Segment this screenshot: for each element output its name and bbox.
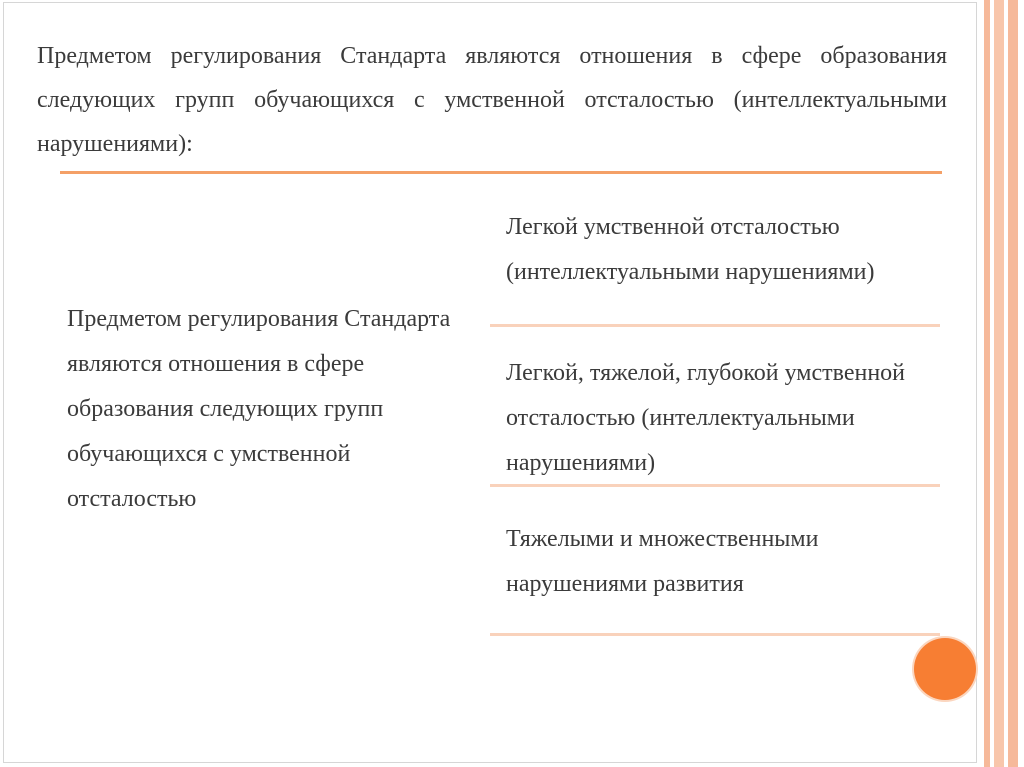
header-divider [60, 171, 942, 174]
group-divider-1 [490, 324, 940, 327]
scope-statement: Предметом регулирования Стандарта являются отношения в сфере образования следующих групп обучающихся с умственной отсталостью [67, 306, 451, 512]
group-item-2: Легкой, тяжелой, глубокой умственной отсталостью (интеллектуальными нарушениями) [506, 360, 906, 476]
decorative-stripes [980, 0, 1024, 767]
decorative-circle [914, 638, 976, 700]
intro-paragraph: Предметом регулирования Стандарта являются отношения в сфере образования следующих групп обучающихся с умственной отсталостью (интеллектуальными нарушениями): [37, 43, 947, 157]
group-item-1: Легкой умственной отсталостью (интеллектуальными нарушениями) [506, 214, 875, 285]
group-divider-2 [490, 484, 940, 487]
group-item-3: Тяжелыми и множественными нарушениями развития [506, 526, 819, 597]
group-divider-3 [490, 633, 940, 636]
